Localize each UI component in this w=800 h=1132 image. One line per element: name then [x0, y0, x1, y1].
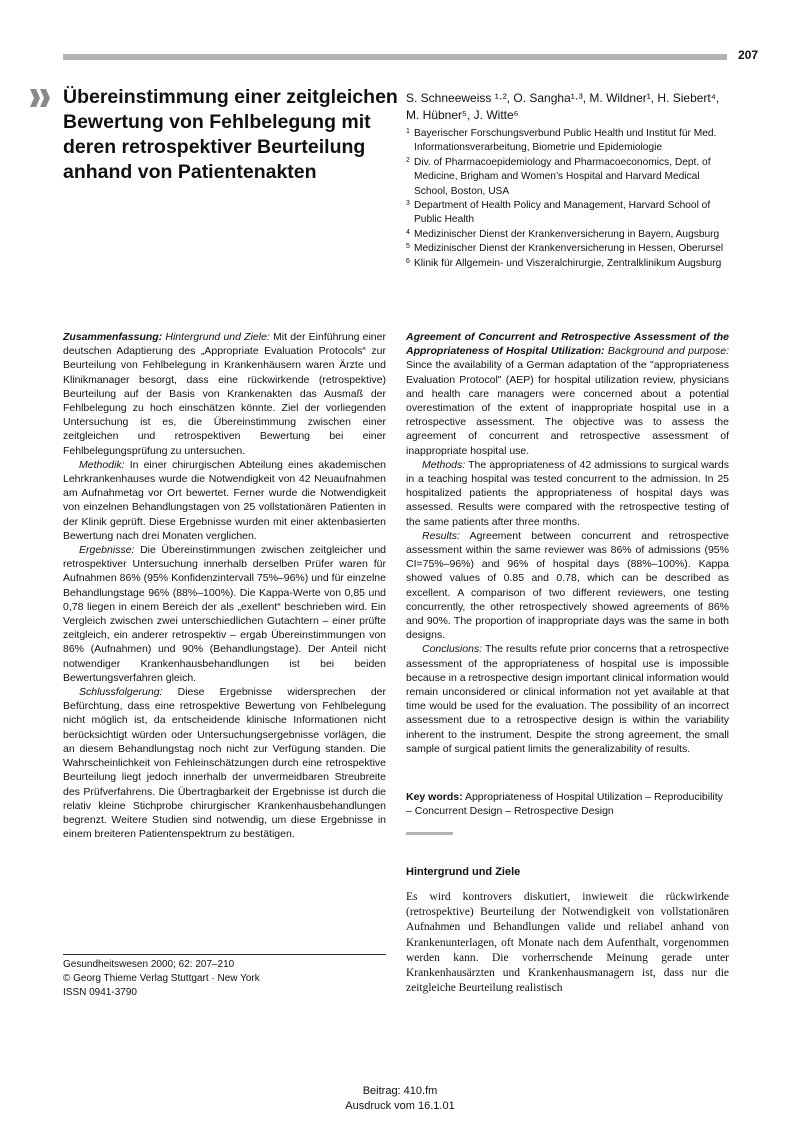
- abstract-english: [406, 330, 729, 756]
- paragraph-text: The results refute prior concerns that a retrospective assessment of the appropriateness of hospital use is impossible because in a retrospective design important clinical information would remain unconsidered or clinical information not yet available at that time would be used for the evaluation. The possibility of an incorrect assessment due to a retrospective design is within the variability inherent to the instrument. Despite the strong agreement, the small sample of surgical patient limits the generalizability of results.: [406, 643, 729, 755]
- paragraph-head: Ergebnisse:: [79, 544, 135, 557]
- abstract-paragraph: [63, 685, 386, 841]
- paragraph-head: Schlussfolgerung:: [79, 686, 163, 699]
- paragraph-text: Mit der Einführung einer deutschen Adaptierung des „Appropriate Evaluation Protocols“ zur Beurteilung von Fehlbelegung in Krankenhäusern waren Ärzte und Klinikmanager besorgt, dass eine rückwirkende (retrospektive) Beurteilung auf der Basis von Krankenakten das Ausmaß der Fehlbelegung zu hoch einschätzen könnte. Ziel der vorliegenden Untersuchung ist es, die Übereinstimmung zwischen einer zeitgleichen und retrospektiven Bewertung bei einer Fehlbelegungsprüfung zu untersuchen.: [63, 331, 386, 457]
- affiliation-number: 4: [406, 228, 410, 236]
- affiliation: [406, 257, 736, 271]
- affiliation: [406, 127, 736, 156]
- paragraph-text: In einer chirurgischen Abteilung eines akademischen Lehrkrankenhauses wurde die Notwendigkeit von 42 Neuaufnahmen am Aufnahmetag vor Ort bewertet. Ferner wurde die Notwendigkeit von einzelnen Behandlungstagen von 25 vollstationären Patienten in der Klinik geprüft. Diese Ergebnisse wurden mit einer aktenbasierten Bewertung nach drei Monaten verglichen.: [63, 458, 386, 542]
- section-heading: Hintergrund und Ziele: [406, 866, 521, 878]
- abstract-paragraph: [406, 642, 729, 756]
- abstract-paragraph: [63, 543, 386, 685]
- authors-line-1: S. Schneeweiss ¹·², O. Sangha¹·³, M. Wildner¹, H. Siebert⁴,: [406, 91, 720, 105]
- abstract-paragraph: [63, 458, 386, 543]
- keywords: [406, 790, 729, 818]
- paragraph-text: Since the availability of a German adaptation of the "appropriateness Evaluation Protocol" (AEP) for hospital utilization review, physicians and health care managers were concerned about a potential overestimation of the extent of inappropriate hospital use in a retrospective assessment. The objective was to assess the agreement of concurrent and retrospective assessment of inappropriate hospital use.: [406, 359, 729, 457]
- header-rule: [63, 54, 727, 60]
- paragraph-text: Diese Ergebnisse widersprechen der Befürchtung, dass eine retrospektive Bewertung von Fehlbelegung nicht möglich ist, da entscheidende klinische Informationen nicht berücksichtigt würden oder Untersuchungsergebnisse vorlägen, die an diesem Behandlungstag noch nicht zur Verfügung standen. Die Wahrscheinlichkeit von Fehleinschätzungen durch eine retrospektive Beurteilung liegt jedoch innerhalb der unvermeidbaren Streubreite des Prüfverfahrens. Die Übertragbarkeit der Ergebnisse ist durch die relativ kleine Stichprobe chirurgischer Krankenhausbehandlungen begrenzt. Weitere Studien sind notwendig, um diese Ergebnisse in einem breiteren Patientenspektrum zu bestätigen.: [63, 686, 386, 841]
- citation-publisher: © Georg Thieme Verlag Stuttgart · New York: [63, 973, 260, 984]
- section-body: Es wird kontrovers diskutiert, inwieweit die rückwirkende (retrospektive) Beurteilung der Notwendigkeit von vollstationären Aufnahmen und Behandlungen valide und reliabel anhand von Krankenunterlagen, oft Monate nach dem Aufenthalt, vorgenommen werden kann. Die vorherrschende Meinung gerade unter Krankenhausärzten und Krankenhausmanagern ist, dass nur die zeitgleiche Beurteilung realistisch: [406, 891, 729, 995]
- affiliation: [406, 199, 736, 228]
- keywords-text: Appropriateness of Hospital Utilization – Reproducibility – Concurrent Design – Retrospective Design: [406, 791, 723, 818]
- citation-issn: ISSN 0941-3790: [63, 987, 137, 998]
- affiliation-text: Div. of Pharmacoepidemiology and Pharmacoeconomics, Dept. of Medicine, Brigham and Women’s Hospital and Harvard Medical School, Boston, USA: [414, 156, 711, 197]
- paragraph-head: Hintergrund und Ziele:: [165, 331, 270, 343]
- affiliation-text: Medizinischer Dienst der Krankenversicherung in Hessen, Oberursel: [414, 243, 724, 255]
- abstract-paragraph: [63, 330, 386, 458]
- authors-line-2: M. Hübner⁵, J. Witte⁶: [406, 107, 519, 122]
- keywords-label: Key words:: [406, 791, 463, 803]
- paragraph-head: Conclusions:: [422, 643, 483, 656]
- affiliation-text: Klinik für Allgemein- und Viszeralchirurgie, Zentralklinikum Augsburg: [414, 257, 722, 269]
- paragraph-head: Methods:: [422, 458, 466, 471]
- affiliation: [406, 156, 736, 199]
- affiliation: [406, 242, 736, 256]
- abstract-german: [63, 330, 386, 841]
- affiliation-number: 1: [406, 128, 410, 135]
- abstract-title: Agreement of Concurrent and Retrospective Assessment of the Appropriateness of Hospital Utilization:: [406, 331, 729, 358]
- print-info-date: Ausdruck vom 16.1.01: [345, 1099, 455, 1112]
- section-rule: [406, 832, 453, 835]
- abstract-label: Zusammenfassung:: [63, 331, 163, 343]
- authors: [406, 90, 736, 123]
- affiliation-text: Medizinischer Dienst der Krankenversicherung in Bayern, Augsburg: [414, 228, 720, 240]
- abstract-paragraph: [406, 458, 729, 529]
- double-chevron-icon: [28, 86, 52, 110]
- affiliation-number: 6: [406, 257, 410, 265]
- footnote-rule: [63, 954, 386, 955]
- citation-footnote: [63, 958, 393, 1000]
- affiliation-number: 5: [406, 243, 410, 251]
- print-info-file: Beitrag: 410.fm: [362, 1085, 438, 1097]
- affiliation: [406, 228, 736, 242]
- affiliation-text: Department of Health Policy and Management, Harvard School of Public Health: [414, 200, 711, 226]
- affiliations: [406, 127, 736, 271]
- page-number: 207: [738, 48, 759, 62]
- paragraph-head: Background and purpose:: [607, 345, 729, 358]
- affiliation-text: Bayerischer Forschungsverbund Public Health und Institut für Med. Informationsverarbeitung, Biometrie und Epidemiologie: [414, 128, 717, 154]
- affiliation-number: 3: [406, 200, 410, 208]
- citation-journal: Gesundheitswesen 2000; 62: 207–210: [63, 959, 235, 970]
- abstract-paragraph: [406, 330, 729, 458]
- article-title: Übereinstimmung einer zeitgleichen Bewertung von Fehlbelegung mit deren retrospektiver Beurteilung anhand von Patientenakten: [63, 86, 398, 183]
- abstract-paragraph: [406, 529, 729, 643]
- paragraph-text: Die Übereinstimmungen zwischen zeitgleicher und retrospektiver Untersuchung innerhalb derselben Prüfer waren für Aufnahmen 86% (95% Konfidenzintervall 75%–96%) und für einzelne Behandlungstage 96% (88%–100%). Die Kappa-Werte von 0,85 und 0,78 liegen in einem Bereich der als „exellent“ beschrieben wird. Ein Vergleich zwischen zwei unterschiedlichen Gutachtern – einer prüfte zeitgleich, ein anderer retrospektiv – ergab Übereinstimmungen von 86% (Aufnahmen) und 90% (Behandlungstage). Der Anteil nicht notwendiger Krankenhausbehandlungen ist bei beiden Bewertungsverfahren gleich.: [63, 544, 386, 684]
- print-info: [0, 1084, 800, 1113]
- paragraph-text: The appropriateness of 42 admissions to surgical wards in a teaching hospital was tested concurrent to the admission. In 25 hospitalized patients the appropriateness of hospital days was assessed. Results were compared with the retrospective testing of the same patients after three months.: [406, 458, 730, 528]
- paragraph-text: Agreement between concurrent and retrospective assessment within the same reviewer was 86% of admissions (95% CI=75%–96%) and 96% of hospital days (88%–100%). Kappa showed values of 0.85 and 0.78, which can be described as excellent. A comparison of two different reviewers, one testing concurrently, the other retrospectively showed agreements of 86% and 90%. The proportion of inappropriate days was the same in both designs.: [406, 529, 730, 642]
- paragraph-head: Methodik:: [79, 458, 125, 471]
- paragraph-head: Results:: [422, 529, 460, 542]
- affiliation-number: 2: [406, 156, 410, 164]
